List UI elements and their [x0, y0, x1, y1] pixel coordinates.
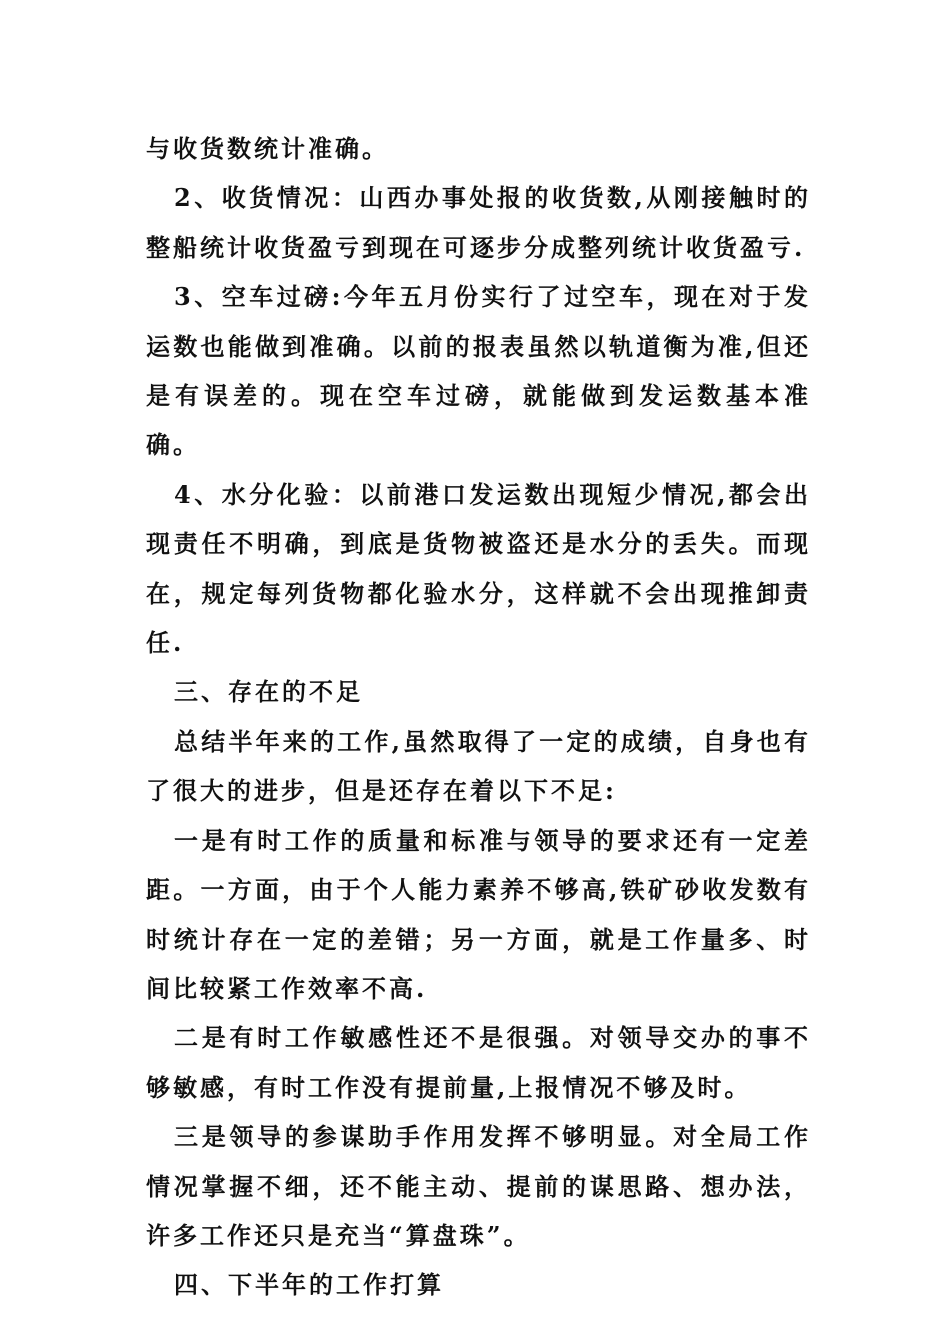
section-heading-plans: 四、下半年的工作打算 [174, 1270, 444, 1300]
paragraph-empty-car-weighing: 3、空车过磅:今年五月份实行了过空车，现在对于发运数也能做到准确。以前的报表虽然以轨道衡为准,但还是有误差的。现在空车过磅，就能做到发运数基本准确。 [146, 282, 811, 460]
section-heading-shortcomings: 三、存在的不足 [174, 677, 363, 707]
paragraph-shortcoming-one: 一是有时工作的质量和标准与领导的要求还有一定差距。一方面，由于个人能力素养不够高,铁矿砂收发数有时统计存在一定的差错；另一方面，就是工作量多、时间比较紧工作效率不高. [146, 825, 811, 1003]
paragraph-shortcoming-two: 二是有时工作敏感性还不是很强。对领导交办的事不够敏感，有时工作没有提前量,上报情况不够及时。 [146, 1023, 811, 1102]
paragraph-shortcoming-three: 三是领导的参谋助手作用发挥不够明显。对全局工作情况掌握不细，还不能主动、提前的谋思路、想办法，许多工作还只是充当“算盘珠”。 [146, 1122, 811, 1250]
paragraph-moisture-testing: 4、水分化验：以前港口发运数出现短少情况,都会出现责任不明确，到底是货物被盗还是水分的丢失。而现在，规定每列货物都化验水分，这样就不会出现推卸责任. [146, 479, 811, 658]
paragraph-continuation: 与收货数统计准确。 [146, 134, 389, 163]
document-body [146, 124, 811, 1310]
paragraph-receiving-status: 2、收货情况：山西办事处报的收货数,从刚接触时的整船统计收货盈亏到现在可逐步分成整列统计收货盈亏. [146, 183, 811, 262]
paragraph-summary: 总结半年来的工作,虽然取得了一定的成绩，自身也有了很大的进步，但是还存在着以下不足: [146, 726, 811, 806]
